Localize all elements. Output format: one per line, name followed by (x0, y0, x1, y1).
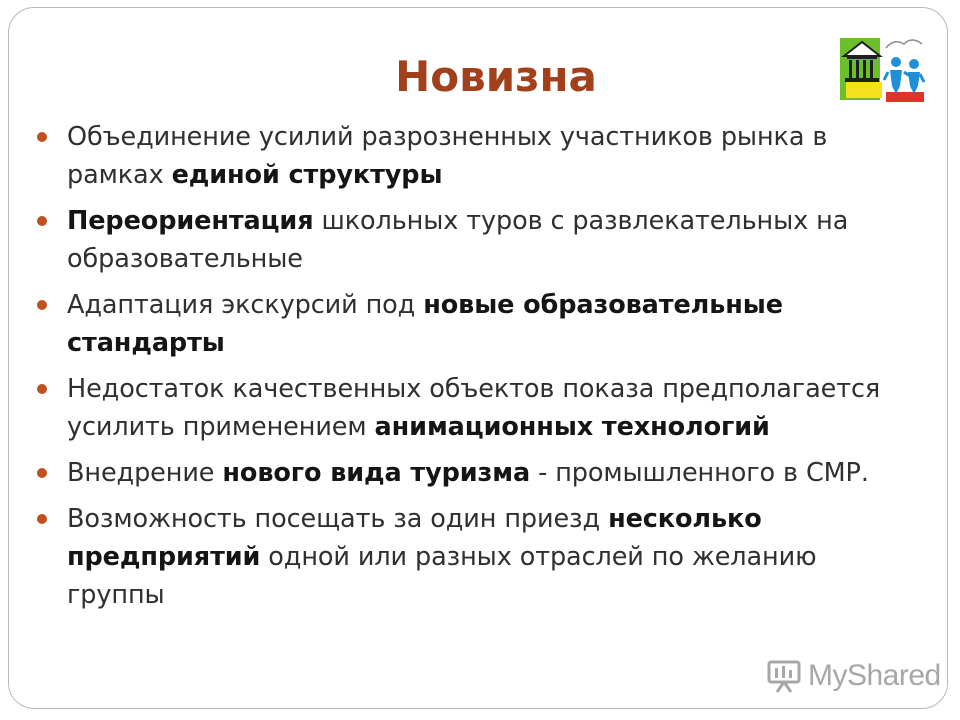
bullet-dot-icon (37, 514, 47, 524)
bullet-dot-icon (37, 216, 47, 226)
bullet-item (36, 454, 916, 492)
bullet-item (36, 202, 916, 278)
bullet-text: Недостаток качественных объектов показа предполагается усилить применением (67, 374, 881, 442)
slide-title: Новизна (395, 52, 597, 101)
bullet-item (36, 286, 916, 362)
bullet-list (36, 118, 916, 622)
watermark-text: MyShared (808, 659, 941, 692)
bullet-dot-icon (37, 468, 47, 478)
bullet-emphasis: нового вида туризма (222, 458, 531, 488)
bullet-dot-icon (37, 384, 47, 394)
bullet-emphasis: несколько предприятий (67, 504, 762, 572)
bullet-dot-icon (37, 300, 47, 310)
bullet-item (36, 500, 916, 614)
bullet-emphasis: Переориентация (67, 206, 314, 236)
bullet-emphasis: единой структуры (171, 160, 443, 190)
bullet-emphasis: анимационных технологий (374, 412, 770, 442)
bullet-text: школьных туров с развлекательных на образовательные (67, 206, 849, 274)
bullet-emphasis: новые образовательные стандарты (67, 290, 783, 358)
bullet-text: Адаптация экскурсий под (67, 290, 424, 320)
bullet-item (36, 370, 916, 446)
bullet-text: Возможность посещать за один приезд (67, 504, 609, 534)
bullet-item (36, 118, 916, 194)
presentation-board-icon (766, 658, 802, 694)
school-building-children-logo-icon (838, 34, 926, 108)
bullet-text: Внедрение (67, 458, 223, 488)
bullet-text: Объединение усилий разрозненных участников рынка в рамках (67, 122, 828, 190)
bullet-dot-icon (37, 132, 47, 142)
bullet-text: - промышленного в СМР. (530, 458, 869, 488)
myshared-watermark (766, 656, 941, 696)
bullet-text: одной или разных отраслей по желанию группы (67, 542, 817, 610)
